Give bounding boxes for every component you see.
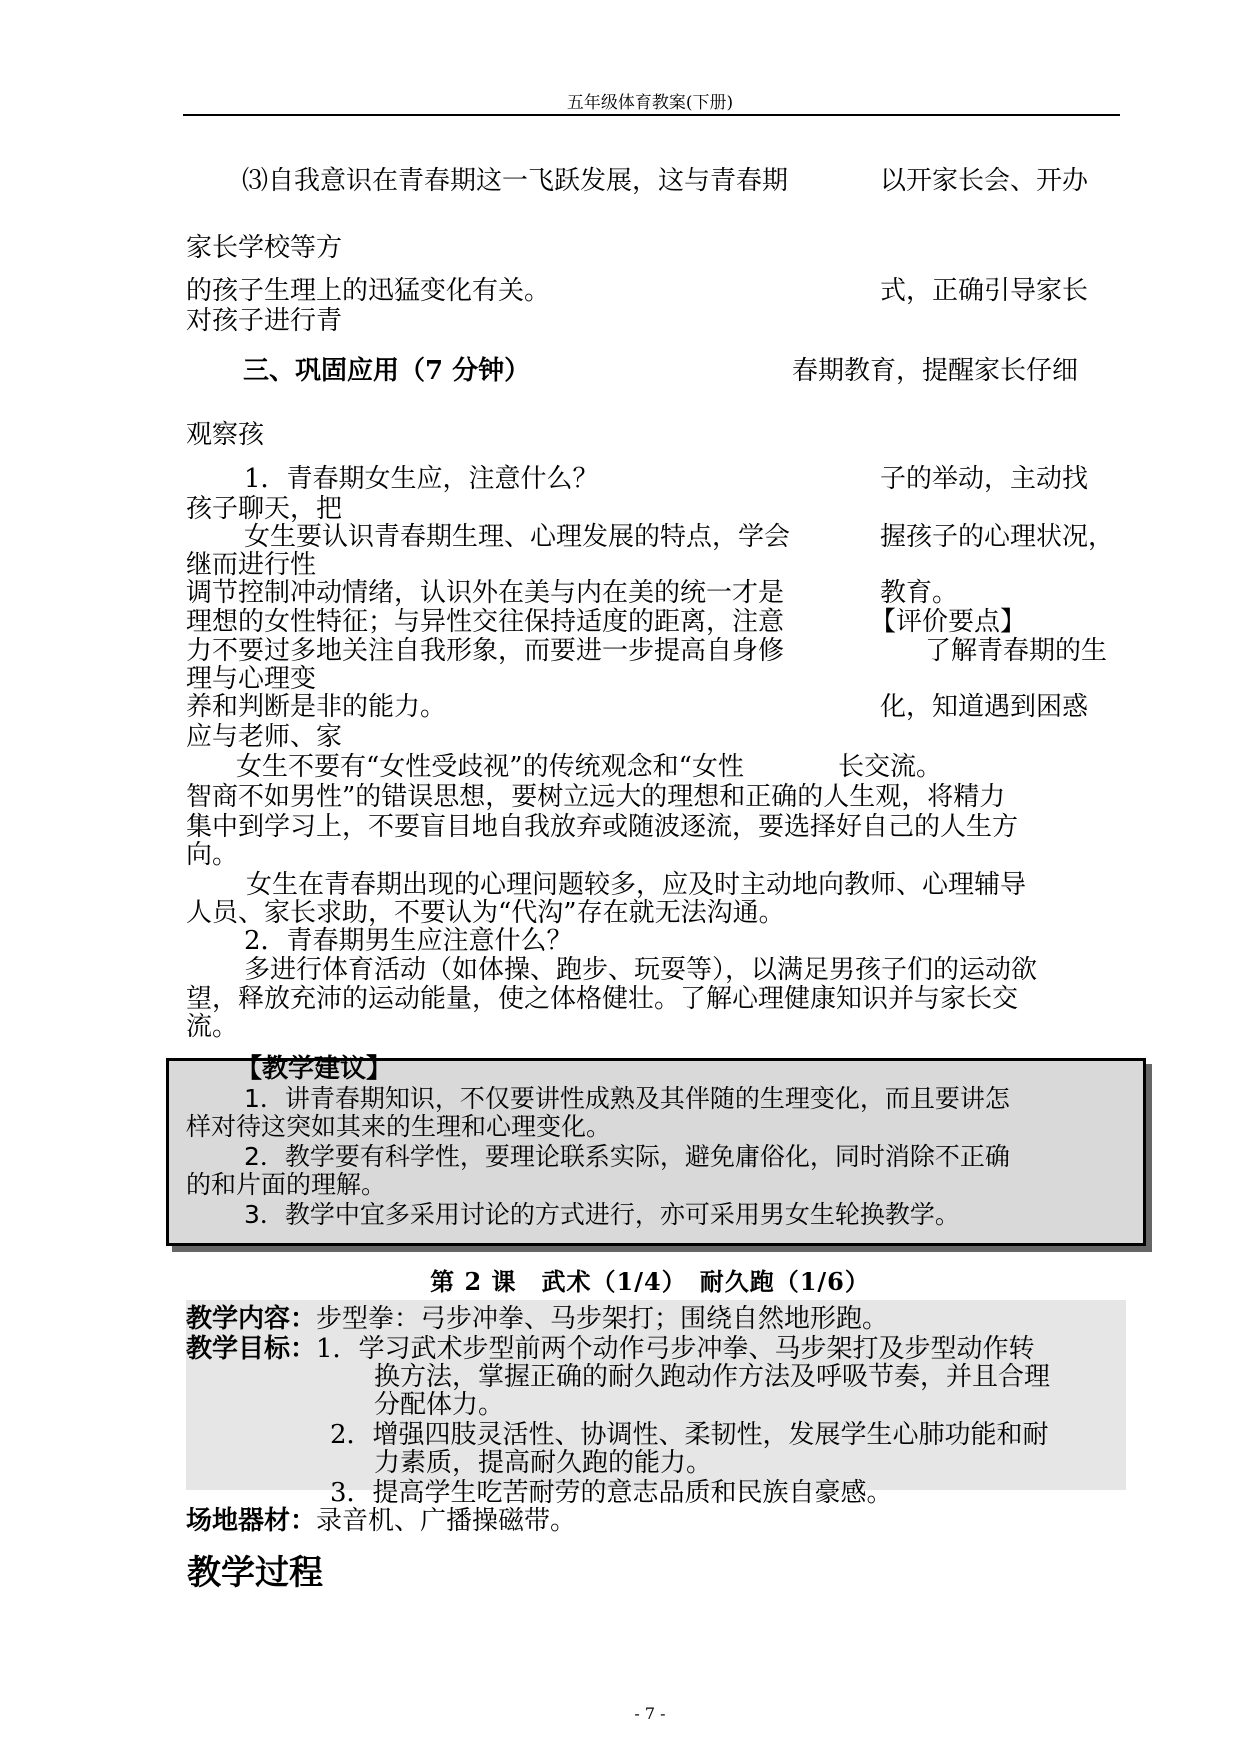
right-line: 教育。 xyxy=(880,578,959,608)
body-line: 向。 xyxy=(186,840,239,870)
body-line: 流。 xyxy=(186,1012,239,1042)
advice-line: 样对待这突如其来的生理和心理变化。 xyxy=(186,1112,612,1141)
left-line: 对孩子进行青 xyxy=(186,306,343,336)
goal-line: 1．学习武术步型前两个动作弓步冲拳、马步架打及步型动作转 xyxy=(316,1334,1035,1364)
content-label: 教学内容： xyxy=(186,1304,317,1334)
body-line: 2．青春期男生应注意什么？ xyxy=(244,926,573,956)
lesson-title: 第 2 课 武术（1/4） 耐久跑（1/6） xyxy=(430,1267,870,1296)
left-line: 女生要认识青春期生理、心理发展的特点，学会 xyxy=(244,522,791,552)
goal-line: 换方法，掌握正确的耐久跑动作方法及呼吸节奏，并且合理 xyxy=(374,1362,1051,1392)
content-text: 步型拳：弓步冲拳、马步架打；围绕自然地形跑。 xyxy=(316,1304,889,1334)
section-heading: 三、巩固应用（7 分钟） xyxy=(243,356,531,386)
page-header: 五年级体育教案(下册) xyxy=(566,93,734,113)
body-line: 智商不如男性”的错误思想，要树立远大的理想和正确的人生观，将精力 xyxy=(186,782,1006,812)
goals-label: 教学目标： xyxy=(186,1334,317,1364)
body-line: 人员、家长求助，不要认为“代沟”存在就无法沟通。 xyxy=(186,898,785,928)
left-line: 养和判断是非的能力。 xyxy=(186,692,447,722)
left-line: 力不要过多地关注自我形象，而要进一步提高自身修 xyxy=(186,636,785,666)
goal-line: 力素质，提高耐久跑的能力。 xyxy=(374,1448,713,1478)
equipment-row xyxy=(186,1506,576,1536)
advice-line: 1．讲青春期知识，不仅要讲性成熟及其伴随的生理变化，而且要讲怎 xyxy=(244,1084,1010,1113)
equipment-label: 场地器材： xyxy=(186,1506,317,1536)
left-line: ⑶自我意识在青春期这一飞跃发展，这与青春期 xyxy=(242,166,789,196)
advice-line: 的和片面的理解。 xyxy=(186,1170,387,1199)
left-line: 调节控制冲动情绪，认识外在美与内在美的统一才是 xyxy=(186,578,785,608)
body-line: 女生在青春期出现的心理问题较多，应及时主动地向教师、心理辅导 xyxy=(246,870,1027,900)
left-line: 应与老师、家 xyxy=(186,722,343,752)
body-line: 望，释放充沛的运动能量，使之体格健壮。了解心理健康知识并与家长交 xyxy=(186,984,1019,1014)
right-line: 以开家长会、开办 xyxy=(880,166,1089,196)
right-line: 子的举动，主动找 xyxy=(880,464,1089,494)
right-line: 式，正确引导家长 xyxy=(880,276,1089,306)
left-line: 家长学校等方 xyxy=(186,233,343,263)
right-line: 化，知道遇到困惑 xyxy=(880,692,1089,722)
left-line: 理想的女性特征；与异性交往保持适度的距离，注意 xyxy=(186,607,785,637)
advice-title: 【教学建议】 xyxy=(236,1054,393,1084)
right-line: 了解青春期的生 xyxy=(925,636,1108,666)
left-line: 观察孩 xyxy=(186,420,265,450)
goal-line: 2．增强四肢灵活性、协调性、柔韧性，发展学生心肺功能和耐 xyxy=(330,1420,1049,1450)
left-line: 1．青春期女生应，注意什么？ xyxy=(244,464,599,494)
left-line: 继而进行性 xyxy=(186,550,317,580)
right-line: 春期教育，提醒家长仔细 xyxy=(792,356,1079,386)
equipment-text: 录音机、广播操磁带。 xyxy=(316,1506,577,1536)
left-line: 女生不要有“女性受歧视”的传统观念和“女性 xyxy=(236,752,744,782)
process-title: 教学过程 xyxy=(187,1553,323,1593)
advice-line: 2．教学要有科学性，要理论联系实际，避免庸俗化，同时消除不正确 xyxy=(244,1142,1010,1171)
right-line: 长交流。 xyxy=(838,752,943,782)
body-line: 多进行体育活动（如体操、跑步、玩耍等），以满足男孩子们的运动欲 xyxy=(244,955,1038,985)
content-row xyxy=(186,1304,888,1334)
advice-line: 3．教学中宜多采用讨论的方式进行，亦可采用男女生轮换教学。 xyxy=(244,1200,960,1229)
goal-line: 分配体力。 xyxy=(374,1390,505,1420)
left-line: 理与心理变 xyxy=(186,664,317,694)
goal-line: 3．提高学生吃苦耐劳的意志品质和民族自豪感。 xyxy=(330,1478,893,1508)
evaluation-heading: 【评价要点】 xyxy=(870,607,1027,637)
body-line: 集中到学习上，不要盲目地自我放弃或随波逐流，要选择好自己的人生方 xyxy=(186,812,1019,842)
left-line: 的孩子生理上的迅猛变化有关。 xyxy=(186,276,551,306)
header-rule xyxy=(183,114,1120,116)
page-number: - 7 - xyxy=(634,1704,666,1723)
left-line: 孩子聊天，把 xyxy=(186,494,343,524)
right-line: 握孩子的心理状况， xyxy=(880,522,1115,552)
